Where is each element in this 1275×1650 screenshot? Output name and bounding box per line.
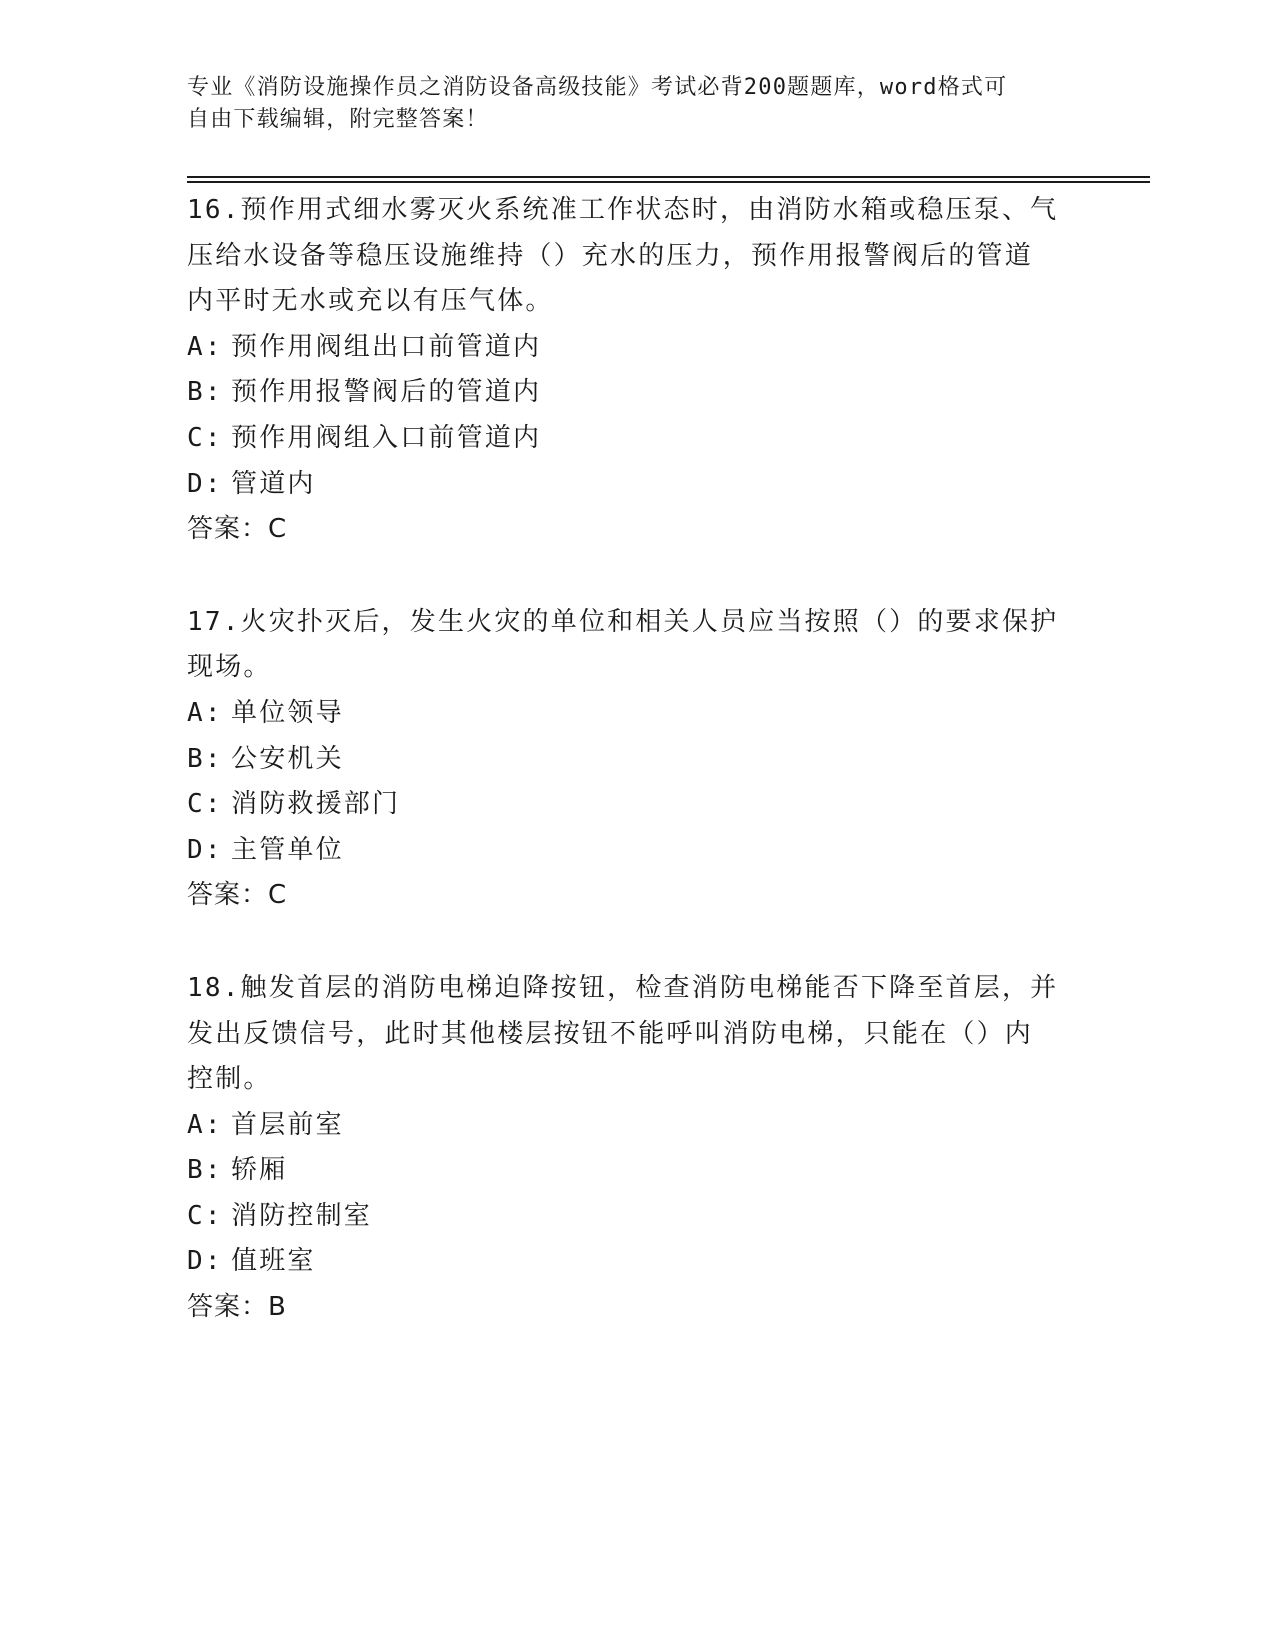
option-key: B: — [187, 1155, 223, 1186]
option-text: 管道内 — [231, 468, 316, 499]
option-key: D: — [187, 1246, 223, 1277]
option-key: A: — [187, 1109, 223, 1140]
question-spacer — [187, 919, 1067, 966]
option-a — [187, 691, 1067, 737]
question-spacer — [187, 553, 1067, 600]
header-divider-top — [187, 176, 1150, 178]
option-text: 轿厢 — [231, 1155, 288, 1186]
option-key: C: — [187, 789, 223, 820]
question-text-line: 控制。 — [187, 1064, 272, 1095]
option-text: 公安机关 — [231, 743, 344, 774]
question-text-line: 发出反馈信号，此时其他楼层按钮不能呼叫消防电梯，只能在（）内 — [187, 1018, 1034, 1049]
option-a — [187, 325, 1067, 371]
option-key: A: — [187, 697, 223, 728]
question-16 — [187, 188, 1067, 553]
question-text-line: 18.触发首层的消防电梯迫降按钮，检查消防电梯能否下降至首层，并 — [187, 972, 1059, 1003]
option-b — [187, 1148, 1067, 1194]
question-text-line: 现场。 — [187, 652, 272, 683]
option-text: 预作用阀组入口前管道内 — [231, 422, 542, 453]
option-key: B: — [187, 377, 223, 408]
option-c — [187, 416, 1067, 462]
header-line-1: 专业《消防设施操作员之消防设备高级技能》考试必背200题题库，word格式可 — [187, 75, 1008, 100]
option-text: 预作用阀组出口前管道内 — [231, 331, 542, 362]
answer-line: 答案：C — [187, 514, 288, 545]
question-text-line: 内平时无水或充以有压气体。 — [187, 286, 554, 317]
option-text: 单位领导 — [231, 697, 344, 728]
option-key: A: — [187, 331, 223, 362]
answer-line: 答案：B — [187, 1292, 287, 1323]
option-d — [187, 1239, 1067, 1285]
option-key: D: — [187, 468, 223, 499]
question-text-line: 16.预作用式细水雾灭火系统准工作状态时，由消防水箱或稳压泵、气 — [187, 195, 1059, 225]
option-key: C: — [187, 1200, 223, 1231]
header-line-2: 自由下载编辑，附完整答案！ — [187, 107, 489, 132]
header-divider-bottom — [187, 181, 1150, 183]
option-b — [187, 370, 1067, 416]
option-key: B: — [187, 743, 223, 774]
option-text: 首层前室 — [231, 1109, 344, 1140]
option-c — [187, 1194, 1067, 1240]
option-d — [187, 828, 1067, 874]
option-text: 值班室 — [231, 1246, 316, 1277]
document-header — [187, 72, 1067, 136]
option-c — [187, 782, 1067, 828]
option-text: 消防救援部门 — [231, 789, 401, 820]
answer-line: 答案：C — [187, 880, 288, 911]
option-text: 消防控制室 — [231, 1200, 373, 1231]
option-text: 主管单位 — [231, 834, 344, 865]
question-list — [187, 188, 1067, 1331]
option-d — [187, 462, 1067, 508]
option-key: D: — [187, 834, 223, 865]
question-18 — [187, 966, 1067, 1331]
question-17 — [187, 600, 1067, 919]
question-text-line: 压给水设备等稳压设施维持（）充水的压力，预作用报警阀后的管道 — [187, 240, 1034, 271]
option-a — [187, 1103, 1067, 1149]
question-text-line: 17.火灾扑灭后，发生火灾的单位和相关人员应当按照（）的要求保护 — [187, 606, 1059, 637]
option-b — [187, 737, 1067, 783]
option-key: C: — [187, 422, 223, 453]
option-text: 预作用报警阀后的管道内 — [231, 377, 542, 408]
